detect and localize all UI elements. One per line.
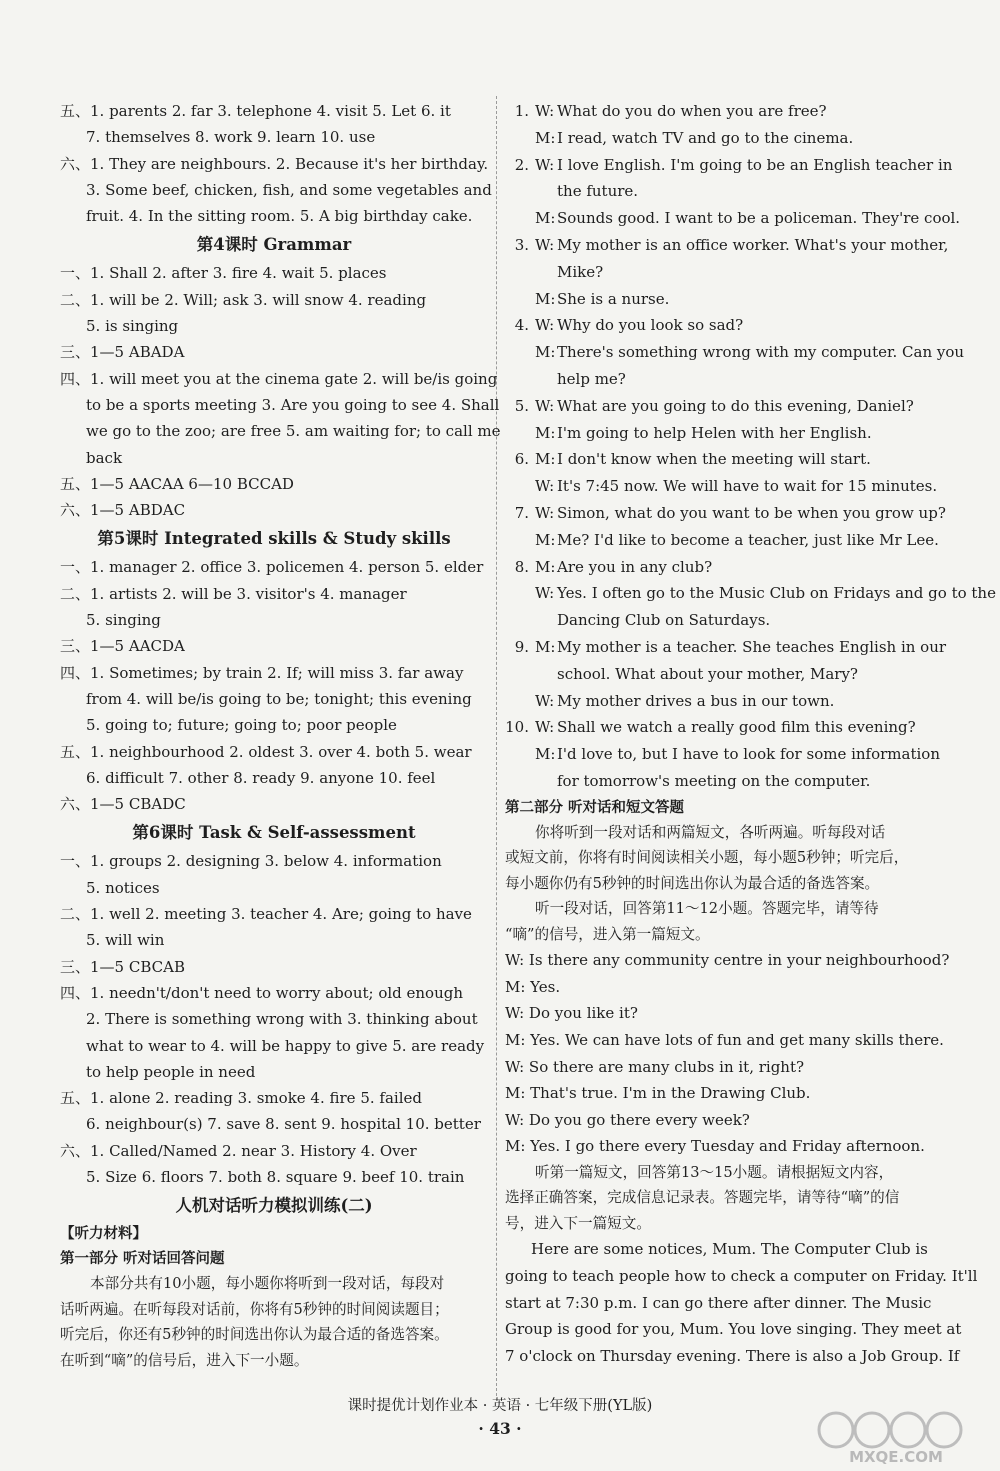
answer-line: 三、1—5 CBCAB	[60, 957, 185, 976]
dialogue-text: My mother drives a bus in our town.	[557, 691, 835, 710]
dialogue-line	[505, 473, 937, 500]
answer-line: 四、1. Sometimes; by train 2. If; will miss 3. far away	[60, 663, 464, 682]
book-title: 课时提优计划作业本 · 英语 · 七年级下册(YL版)	[347, 1398, 653, 1414]
conversation-line: W: Do you go there every week?	[505, 1110, 750, 1129]
instruction-line: 本部分共有10小题，每小题你将听到一段对话，每段对	[90, 1275, 445, 1293]
speaker-label: W:	[535, 503, 555, 522]
part-1-label: 第一部分 听对话回答问题	[60, 1250, 225, 1268]
dialogue-number	[505, 125, 529, 152]
left-column	[60, 98, 501, 1373]
dialogue-text: She is a nurse.	[557, 289, 670, 308]
speaker-label: W:	[535, 235, 555, 254]
conversation	[505, 947, 950, 1160]
speaker-label	[535, 259, 557, 286]
dialogue-line	[505, 500, 946, 527]
answer-line: 3. Some beef, chicken, fish, and some vegetables and	[86, 180, 492, 199]
speaker-label: W:	[535, 316, 555, 335]
dialogue-number	[505, 259, 529, 286]
answer-line: 6. difficult 7. other 8. ready 9. anyone 10. feel	[86, 768, 436, 787]
dialogue-number: 10.	[505, 718, 529, 737]
conversation-line: M: Yes.	[505, 977, 561, 996]
dialogue-text: for tomorrow's meeting on the computer.	[557, 771, 871, 790]
dialogue-text: What do you do when you are free?	[557, 102, 827, 120]
speaker-label: M:	[535, 343, 556, 362]
answer-line: 5. notices	[86, 878, 160, 897]
dialogue-number	[505, 286, 529, 313]
column-divider	[496, 96, 497, 1396]
passage-line: Here are some notices, Mum. The Computer Club is	[531, 1240, 928, 1259]
part-2-instructions	[505, 820, 937, 948]
conversation-line: M: Yes. We can have lots of fun and get many skills there.	[505, 1031, 944, 1049]
speaker-label: W:	[535, 584, 555, 603]
passage-line: going to teach people how to check a computer on Friday. It'll	[505, 1267, 978, 1286]
speaker-label	[535, 768, 557, 795]
dialogue-line	[505, 366, 937, 393]
answer-line: 7. themselves 8. work 9. learn 10. use	[86, 128, 376, 147]
dialogue-text: I don't know when the meeting will start.	[557, 450, 871, 469]
answer-line: 六、1—5 CBADC	[60, 795, 186, 814]
answer-line: from 4. will be/is going to be; tonight; this evening	[86, 689, 472, 708]
answer-line: 二、1. artists 2. will be 3. visitor's 4. manager	[60, 584, 407, 603]
dialogue-text: the future.	[557, 182, 639, 201]
dialogue-list	[505, 98, 996, 795]
dialogue-number: 4.	[514, 316, 529, 335]
answer-line: 六、1—5 ABDAC	[60, 501, 186, 520]
dialogue-number	[505, 661, 529, 688]
answer-line: we go to the zoo; are free 5. am waiting for; to call me	[86, 422, 501, 441]
answer-line: 五、1. parents 2. far 3. telephone 4. visit 5. Let 6. it	[60, 102, 451, 120]
dialogue-number	[505, 178, 529, 205]
answer-line: 五、1—5 AACAA 6—10 BCCAD	[60, 474, 294, 493]
answer-line: 一、1. groups 2. designing 3. below 4. information	[60, 852, 442, 871]
passage	[505, 1236, 978, 1369]
speaker-label	[535, 607, 557, 634]
answer-line: what to wear to 4. will be happy to give 5. are ready	[86, 1036, 485, 1055]
answer-line: 三、1—5 ABADA	[60, 343, 185, 362]
dialogue-number: 8.	[514, 557, 529, 576]
instruction-line: 号，进入下一篇短文。	[505, 1214, 651, 1232]
conversation-line: M: That's true. I'm in the Drawing Club.	[505, 1084, 811, 1103]
dialogue-line	[505, 714, 937, 741]
dialogue-number	[505, 580, 529, 607]
answer-line: 四、1. needn't/don't need to worry about; old enough	[60, 983, 464, 1002]
instruction-line: 选择正确答案，完成信息记录表。答题完毕，请等待“嘀”的信	[505, 1189, 900, 1207]
dialogue-number: 7.	[514, 503, 529, 522]
answer-line: fruit. 4. In the sitting room. 5. A big birthday cake.	[86, 207, 473, 226]
conversation-line: W: Do you like it?	[505, 1004, 638, 1023]
speaker-label	[535, 661, 557, 688]
dialogue-number	[505, 205, 529, 232]
answer-line: 5. is singing	[86, 317, 179, 336]
instruction-line: 听一段对话，回答第11～12小题。答题完毕，请等待	[535, 900, 879, 918]
answer-line: 5. will win	[86, 931, 165, 950]
instruction-line: “嘀”的信号，进入第一篇短文。	[505, 925, 710, 943]
answers-lesson-6	[60, 848, 488, 1190]
dialogue-number: 1.	[514, 102, 529, 120]
right-column	[505, 98, 996, 1369]
lesson-5-heading: 第5课时 Integrated skills & Study skills	[97, 529, 451, 549]
dialogue-number	[505, 607, 529, 634]
answer-line: 一、1. manager 2. office 3. policemen 4. person 5. elder	[60, 558, 484, 577]
speaker-label: M:	[535, 637, 556, 656]
dialogue-line	[505, 152, 953, 179]
dialogue-line	[505, 312, 937, 339]
dialogue-line	[505, 125, 937, 152]
dialogue-number	[505, 688, 529, 715]
answer-line: back	[86, 448, 123, 467]
dialogue-line	[505, 580, 996, 607]
speaker-label: W:	[535, 396, 555, 415]
dialogue-text: There's something wrong with my computer. Can you	[557, 343, 965, 362]
answer-line: 四、1. will meet you at the cinema gate 2. will be/is going	[60, 369, 498, 388]
dialogue-number	[505, 741, 529, 768]
dialogue-text: Are you in any club?	[557, 557, 713, 576]
dialogue-text: What are you going to do this evening, Daniel?	[557, 396, 914, 415]
conversation-line: W: So there are many clubs in it, right?	[505, 1057, 805, 1076]
speaker-label	[535, 178, 557, 205]
dialogue-line	[505, 607, 937, 634]
dialogue-line	[505, 98, 937, 125]
answer-line: 五、1. alone 2. reading 3. smoke 4. fire 5. failed	[60, 1089, 422, 1108]
page-number: · 43 ·	[478, 1419, 522, 1438]
answers-lesson-4	[60, 260, 501, 523]
dialogue-text: My mother is an office worker. What's your mother,	[557, 235, 949, 254]
answer-line: 5. Size 6. floors 7. both 8. square 9. beef 10. train	[86, 1167, 465, 1186]
dialogue-text: I'd love to, but I have to look for some information	[557, 745, 940, 764]
dialogue-line	[505, 420, 937, 447]
answers-unit-top	[60, 98, 492, 229]
dialogue-text: It's 7:45 now. We will have to wait for 15 minutes.	[557, 477, 938, 496]
part-2-label: 第二部分 听对话和短文答题	[505, 798, 685, 816]
answer-line: 6. neighbour(s) 7. save 8. sent 9. hospital 10. better	[86, 1115, 481, 1134]
dialogue-text: Dancing Club on Saturdays.	[557, 611, 771, 630]
passage-line: start at 7:30 p.m. I can go there after dinner. The Music	[505, 1293, 932, 1312]
dialogue-line	[505, 232, 949, 259]
speaker-label: M:	[535, 745, 556, 764]
dialogue-line	[505, 527, 937, 554]
dialogue-line	[505, 741, 940, 768]
simulation-heading: 人机对话听力模拟训练(二)	[175, 1196, 373, 1216]
dialogue-text: help me?	[557, 369, 626, 388]
answer-line: to help people in need	[86, 1062, 256, 1081]
instruction-line: 或短文前，你将有时间阅读相关小题，每小题5秒钟；听完后，	[505, 849, 909, 867]
dialogue-number: 6.	[514, 450, 529, 469]
answer-line: 五、1. neighbourhood 2. oldest 3. over 4. both 5. wear	[60, 742, 472, 761]
dialogue-text: Sounds good. I want to be a policeman. They're cool.	[557, 209, 961, 228]
dialogue-line	[505, 178, 937, 205]
dialogue-number: 9.	[514, 637, 529, 656]
dialogue-line	[505, 286, 937, 313]
speaker-label	[535, 366, 557, 393]
speaker-label: W:	[535, 477, 555, 496]
part-1-instructions	[60, 1271, 488, 1373]
answer-line: 二、1. will be 2. Will; ask 3. will snow 4. reading	[60, 290, 427, 309]
dialogue-text: Yes. I often go to the Music Club on Fridays and go to the	[557, 584, 996, 603]
answer-line: to be a sports meeting 3. Are you going to see 4. Shall	[86, 395, 500, 414]
answer-line: 六、1. They are neighbours. 2. Because it's her birthday.	[60, 154, 489, 173]
listening-material-label: 【听力材料】	[60, 1225, 147, 1243]
speaker-label: M:	[535, 557, 556, 576]
speaker-label: M:	[535, 530, 556, 549]
dialogue-line	[505, 393, 937, 420]
conversation-line: M: Yes. I go there every Tuesday and Friday afternoon.	[505, 1137, 925, 1156]
dialogue-number	[505, 768, 529, 795]
dialogue-text: Me? I'd like to become a teacher, just like Mr Lee.	[557, 530, 939, 549]
speaker-label: M:	[535, 423, 556, 442]
lesson-4-heading: 第4课时 Grammar	[196, 235, 352, 255]
dialogue-number	[505, 366, 529, 393]
speaker-label: W:	[535, 102, 555, 120]
dialogue-text: I love English. I'm going to be an English teacher in	[557, 155, 953, 174]
instruction-line: 在听到“嘀”的信号后，进入下一小题。	[60, 1351, 309, 1369]
conversation-line: W: Is there any community centre in your neighbourhood?	[505, 951, 950, 970]
instruction-line: 你将听到一段对话和两篇短文，各听两遍。听每段对话	[535, 823, 886, 841]
speaker-label: M:	[535, 128, 556, 147]
passage-line: Group is good for you, Mum. You love singing. They meet at	[505, 1320, 962, 1339]
answer-line: 六、1. Called/Named 2. near 3. History 4. Over	[60, 1141, 417, 1160]
answer-line: 一、1. Shall 2. after 3. fire 4. wait 5. places	[60, 264, 387, 283]
instruction-line: 听第一篇短文，回答第13～15小题。请根据短文内容，	[535, 1163, 894, 1181]
dialogue-line	[505, 768, 937, 795]
speaker-label: W:	[535, 691, 555, 710]
speaker-label: M:	[535, 209, 556, 228]
dialogue-line	[505, 634, 947, 661]
answer-line: 二、1. well 2. meeting 3. teacher 4. Are; going to have	[60, 905, 472, 924]
dialogue-text: My mother is a teacher. She teaches English in our	[557, 637, 947, 656]
dialogue-text: school. What about your mother, Mary?	[557, 664, 858, 683]
dialogue-number: 2.	[514, 155, 529, 174]
dialogue-text: Mike?	[557, 262, 604, 281]
dialogue-text: I'm going to help Helen with her English.	[557, 423, 872, 442]
dialogue-line	[505, 554, 937, 581]
instruction-line: 话听两遍。在听每段对话前，你将有5秒钟的时间阅读题目；	[60, 1300, 449, 1318]
dialogue-line	[505, 339, 965, 366]
dialogue-line	[505, 688, 937, 715]
dialogue-line	[505, 205, 961, 232]
answer-line: 5. going to; future; going to; poor people	[86, 716, 397, 735]
speaker-label: M:	[535, 289, 556, 308]
watermark-logo	[806, 1406, 986, 1466]
answer-line: 2. There is something wrong with 3. thinking about	[86, 1010, 478, 1029]
dialogue-number: 3.	[514, 235, 529, 254]
answer-line: 5. singing	[86, 611, 161, 630]
dialogue-number: 5.	[514, 396, 529, 415]
speaker-label: W:	[535, 155, 555, 174]
dialogue-line	[505, 661, 937, 688]
passage-instructions	[505, 1160, 937, 1237]
speaker-label: W:	[535, 718, 555, 737]
instruction-line: 听完后，你还有5秒钟的时间选出你认为最合适的备选答案。	[60, 1326, 449, 1344]
dialogue-text: Shall we watch a really good film this evening?	[557, 718, 916, 737]
speaker-label: M:	[535, 450, 556, 469]
dialogue-text: Simon, what do you want to be when you grow up?	[557, 503, 946, 522]
dialogue-text: Why do you look so sad?	[557, 316, 744, 335]
lesson-6-heading: 第6课时 Task & Self-assessment	[132, 823, 416, 843]
passage-line: 7 o'clock on Thursday evening. There is also a Job Group. If	[505, 1346, 960, 1365]
dialogue-number	[505, 473, 529, 500]
dialogue-number	[505, 339, 529, 366]
dialogue-line	[505, 259, 937, 286]
dialogue-number	[505, 420, 529, 447]
watermark-text: MXQE.COM	[849, 1448, 943, 1466]
answer-line: 三、1—5 AACDA	[60, 637, 185, 656]
dialogue-number	[505, 527, 529, 554]
answers-lesson-5	[60, 554, 488, 817]
dialogue-line	[505, 446, 937, 473]
dialogue-text: I read, watch TV and go to the cinema.	[557, 128, 854, 147]
instruction-line: 每小题你仍有5秒钟的时间选出你认为最合适的备选答案。	[505, 874, 880, 892]
